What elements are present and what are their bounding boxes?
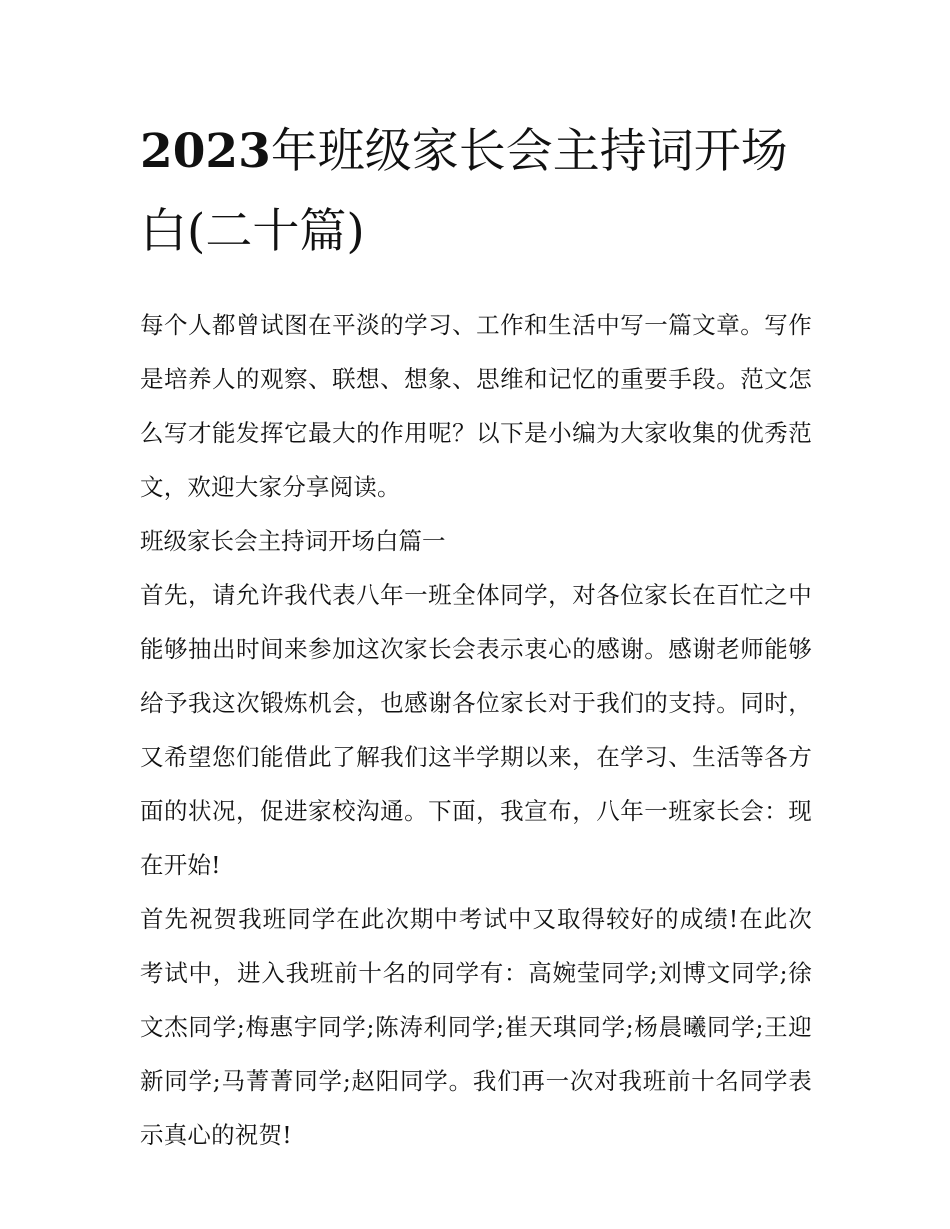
intro-paragraph: 每个人都曾试图在平淡的学习、工作和生活中写一篇文章。写作是培养人的观察、联想、想象、思维和记忆的重要手段。范文怎么写才能发挥它最大的作用呢？以下是小编为大家收集的优秀范文，欢迎大家分享阅读。: [140, 311, 812, 501]
title-text: 年班级家长会主持词开场白(二十篇): [140, 124, 788, 259]
section-heading: 班级家长会主持词开场白篇一: [140, 527, 446, 555]
document-page: [140, 112, 812, 1162]
document-title: [140, 112, 812, 272]
body-paragraph-1: 首先，请允许我代表八年一班全体同学，对各位家长在百忙之中能够抽出时间来参加这次家长会表示衷心的感谢。感谢老师能够给予我这次锻炼机会，也感谢各位家长对于我们的支持。同时，又希望您们能借此了解我们这半学期以来，在学习、生活等各方面的状况，促进家校沟通。下面，我宣布，八年一班家长会：现在开始!: [140, 581, 812, 879]
body-paragraph-2: 首先祝贺我班同学在此次期中考试中又取得较好的成绩!在此次考试中，进入我班前十名的同学有：高婉莹同学;刘博文同学;徐文杰同学;梅惠宇同学;陈涛利同学;崔天琪同学;杨晨曦同学;王迎新同学;马菁菁同学;赵阳同学。我们再一次对我班前十名同学表示真心的祝贺!: [140, 905, 812, 1149]
title-year: 2023: [140, 124, 271, 179]
